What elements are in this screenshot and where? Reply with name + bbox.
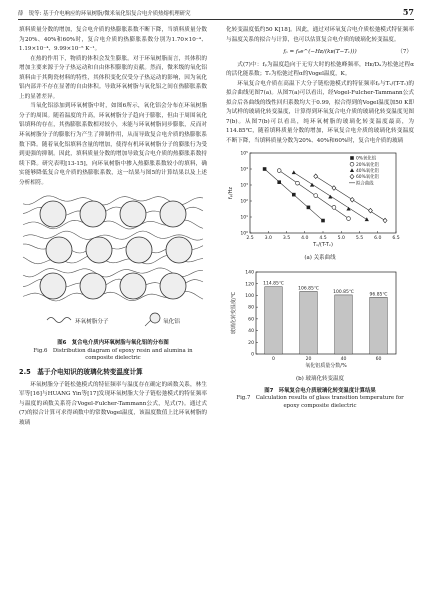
x-tick-label: 4.0 bbox=[301, 235, 309, 241]
glass-transition-bar-chart bbox=[226, 266, 414, 374]
x-tick-label: 3.0 bbox=[264, 235, 272, 241]
legend-label: 60%氧化铝 bbox=[356, 174, 379, 180]
y-axis-label: fₚ/Hz bbox=[228, 186, 234, 199]
fp-relation-chart bbox=[226, 147, 414, 253]
section-heading: 2.5 基于介电知识的玻璃化转变温度计算 bbox=[19, 368, 143, 377]
y-tick-label: 10¹ bbox=[240, 215, 248, 221]
right-column bbox=[226, 26, 414, 410]
x-axis-label: 氧化铝质量分数/% bbox=[305, 363, 347, 370]
figure-7-caption-en: Fig.7 Calculation results of glass transition temperature for bbox=[236, 395, 404, 402]
figure-7-caption bbox=[226, 388, 414, 411]
paragraph: 式(7)中：fₚ为温度趋向于无穷大时的松弛峰频率，Hᴇ/Dₐ为松弛过程α的活化能系数；Tᵥ为松弛过程α的Vogel温度，K。 bbox=[226, 61, 414, 78]
alumina-particle bbox=[86, 237, 112, 263]
x-tick-label: 3.5 bbox=[282, 235, 291, 241]
y-tick-label: 10⁰ bbox=[240, 231, 248, 237]
figure-7a-caption: (a) 关系曲线 bbox=[304, 254, 336, 261]
running-title: 薛 锐等: 基于介电响应的环氧树脂/微米氧化铝复合电介质热熔机理研究 bbox=[18, 11, 191, 17]
data-point bbox=[347, 216, 351, 220]
y-tick-label: 0 bbox=[251, 352, 254, 358]
x-tick-label: 0 bbox=[272, 357, 275, 363]
bar bbox=[300, 292, 318, 355]
data-point bbox=[277, 180, 281, 184]
series-60%氧化铝 bbox=[314, 174, 387, 223]
x-axis-label: Tᵥ/(T-Tᵥ) bbox=[313, 241, 333, 248]
x-tick-label: 6.0 bbox=[374, 235, 382, 241]
y-tick-label: 10⁵ bbox=[240, 151, 248, 157]
epoxy-alumina-distribution-diagram bbox=[19, 192, 207, 338]
legend-alumina-symbol bbox=[150, 313, 160, 323]
data-point bbox=[350, 174, 354, 179]
alumina-particle bbox=[126, 237, 152, 263]
left-column bbox=[19, 26, 207, 428]
data-point bbox=[321, 218, 325, 222]
data-point bbox=[350, 162, 354, 166]
legend-label: 40%氧化铝 bbox=[356, 168, 379, 174]
data-point bbox=[365, 217, 369, 221]
y-axis-label: 玻璃化转变温度/℃ bbox=[231, 291, 237, 335]
legend-pointer bbox=[145, 320, 151, 326]
y-tick-label: 140 bbox=[245, 270, 254, 276]
page-number: 57 bbox=[402, 7, 414, 17]
x-tick-label: 5.0 bbox=[337, 235, 345, 241]
data-point bbox=[277, 168, 281, 172]
x-tick-label: 2.5 bbox=[246, 235, 254, 241]
paragraph: 填料质量分数的增加，复合电介质的热膨胀系数不断下降，当填料质量分数为20%、40%和60%时，复合电介质的热膨胀系数分别为1.70×10⁻⁴、1.19×10⁻⁴、9.99×10⁻⁵ K⁻¹。 bbox=[19, 27, 207, 53]
x-tick-label: 60 bbox=[375, 357, 382, 363]
alumina-particle bbox=[120, 273, 146, 299]
paragraph: 环氧复合电介质在高温下大分子链松弛模式的特征频率fₚ与Tᵥ/(T-Tᵥ)的拟合曲线见图7(a)。从图7(a)可以看出，经Vogel-Fulcher-Tammann公式拟合后各曲线的线性回归系数均大于0.99，拟合得到的Vogel温度加50 K即为试样的玻璃化转变温度，计算得到环氧复合电介质的玻璃化转变温度见图7(b)。从图7(b)可以看出，纯环氧树脂的玻璃化转变温度最高，为114.85℃，随着填料质量分数的增加，环氧复合电介质的玻璃化转变温度不断下降，当填料质量分数为20%、40%和60%时，复合电介质的玻璃 bbox=[226, 80, 414, 145]
data-point bbox=[292, 192, 296, 196]
y-tick-label: 40 bbox=[248, 329, 254, 335]
data-point bbox=[350, 168, 354, 172]
data-point bbox=[314, 174, 318, 179]
data-point bbox=[350, 197, 354, 202]
y-tick-label: 20 bbox=[248, 340, 254, 346]
x-tick-label: 6.5 bbox=[392, 235, 400, 241]
y-tick-label: 10³ bbox=[240, 183, 248, 189]
data-point bbox=[314, 193, 318, 197]
legend-resin-symbol bbox=[47, 318, 71, 323]
alumina-particle bbox=[46, 237, 72, 263]
running-header bbox=[18, 6, 414, 20]
equation-7 bbox=[226, 48, 414, 58]
data-point bbox=[292, 170, 296, 174]
figure-6 bbox=[19, 192, 207, 340]
paragraph: 环氧树脂分子链松弛模式的特征频率与温度存在确定的函数关系，林生军等[16]与HUANG Yin等[17]发现环氧树脂大分子链松弛模式的特征频率与温度的函数关系符合Vogel-Fulcher-Tammann公式，见式(7)。通过式(7)的拟合计算可求得函数中的常数Vogel温度，该温度数值上比环氧树脂的玻璃 bbox=[19, 381, 207, 426]
figure-6-caption-en: Fig.6 Distribution diagram of epoxy resin and alumina in bbox=[33, 347, 193, 354]
alumina-particle bbox=[40, 201, 66, 227]
figure-7-caption-zh: 图7 环氧复合电介质玻璃化转变温度计算结果 bbox=[264, 387, 376, 394]
data-point bbox=[332, 185, 336, 190]
bar bbox=[335, 295, 353, 354]
legend-fit-label: 拟合曲线 bbox=[356, 180, 374, 186]
data-point bbox=[332, 205, 336, 209]
x-tick-label: 40 bbox=[340, 357, 347, 363]
data-point bbox=[263, 167, 267, 171]
legend-label: 0%氧化铝 bbox=[356, 156, 377, 162]
alumina-particle bbox=[40, 273, 66, 299]
alumina-particle bbox=[80, 273, 106, 299]
bar-value-label: 100.85℃ bbox=[333, 290, 354, 296]
legend-label: 20%氧化铝 bbox=[356, 162, 379, 168]
equation-number: （7） bbox=[397, 49, 412, 56]
bar-value-label: 114.85℃ bbox=[263, 281, 284, 287]
figure-6-caption-en-2: composite dielectric bbox=[85, 355, 141, 362]
y-tick-label: 60 bbox=[248, 317, 254, 323]
y-tick-label: 80 bbox=[248, 305, 254, 311]
data-point bbox=[350, 156, 354, 160]
alumina-particle bbox=[160, 201, 186, 227]
y-tick-label: 10² bbox=[240, 199, 248, 205]
alumina-particle bbox=[120, 201, 146, 227]
figure-7b-caption: (b) 玻璃化转变温度 bbox=[295, 376, 345, 383]
legend-resin-label: 环氧树脂分子 bbox=[75, 319, 109, 326]
x-tick-label: 4.5 bbox=[319, 235, 327, 241]
y-tick-label: 120 bbox=[245, 282, 254, 288]
figure-6-caption bbox=[19, 340, 207, 363]
figure-6-caption-zh: 图6 复合电介质内环氧树脂与氧化铝的分布图 bbox=[57, 340, 169, 347]
bar bbox=[370, 297, 388, 354]
y-tick-label: 100 bbox=[245, 294, 254, 300]
paragraph: 当氧化铝添加到环氧树脂中时，如图6所示，氧化铝会分布在环氧树脂分子的周围。随着温度的升高，环氧树脂分子趋向于膨胀，但由于周围氧化铝填料的存在，其热膨胀系数相对较小，未能与环氧树脂同步膨胀，反而对环氧树脂分子的膨胀行为产生了抑制作用，从而导致复合电介质的热膨胀系数下降。随着氧化铝填料含量的增加，使得有机环氧树脂分子的膨胀行为受到更强的抑制。因此，填料质量分数的增加导致复合电介质的热膨胀系数持续下降。研究表明[13-15]，向环氧树脂中掺入热膨胀系数较小的填料，确实能够降低复合电介质的热膨胀系数，这一结果与图5的计算结果以及上述分析相符。 bbox=[19, 103, 207, 186]
alumina-particle bbox=[80, 201, 106, 227]
data-point bbox=[307, 205, 311, 209]
y-tick-label: 10⁴ bbox=[240, 167, 248, 173]
alumina-particle bbox=[166, 237, 192, 263]
bar-value-label: 96.85℃ bbox=[369, 292, 388, 298]
x-tick-label: 5.5 bbox=[355, 235, 364, 241]
paragraph: 在热的作用下，物质的体积会发生膨胀。对于环氧树脂而言，其体积的增加主要来源于分子热运动和自由体积膨胀的贡献。然而，微米级的氧化铝填料由于其陶瓷材料的特性，其体积变化仅受分子热运动的影响，因为氧化铝内部并不存在显著的自由体积。导致环氧树脂与氧化铝之间在热膨胀系数上的显著差异。 bbox=[19, 55, 207, 100]
equation-body: fₚ = f₀e^(−Hᴇ/(kʙ(T−Tᵥ))) bbox=[283, 49, 357, 56]
bar-value-label: 106.85℃ bbox=[298, 286, 319, 292]
legend-alumina-label: 氧化铝 bbox=[163, 319, 180, 326]
x-tick-label: 20 bbox=[305, 357, 312, 363]
data-point bbox=[383, 218, 387, 223]
paragraph: 化转变温度低约50 K[18]。因此，通过对环氧复合电介质松弛模式特征频率与温度关系的拟合与计算，也可以估算复合电介质的玻璃化转变温度。 bbox=[226, 27, 414, 43]
data-point bbox=[296, 181, 300, 185]
bar bbox=[265, 287, 283, 354]
alumina-particle bbox=[160, 273, 186, 299]
figure-7-caption-en-2: epoxy composite dielectric bbox=[283, 402, 357, 409]
